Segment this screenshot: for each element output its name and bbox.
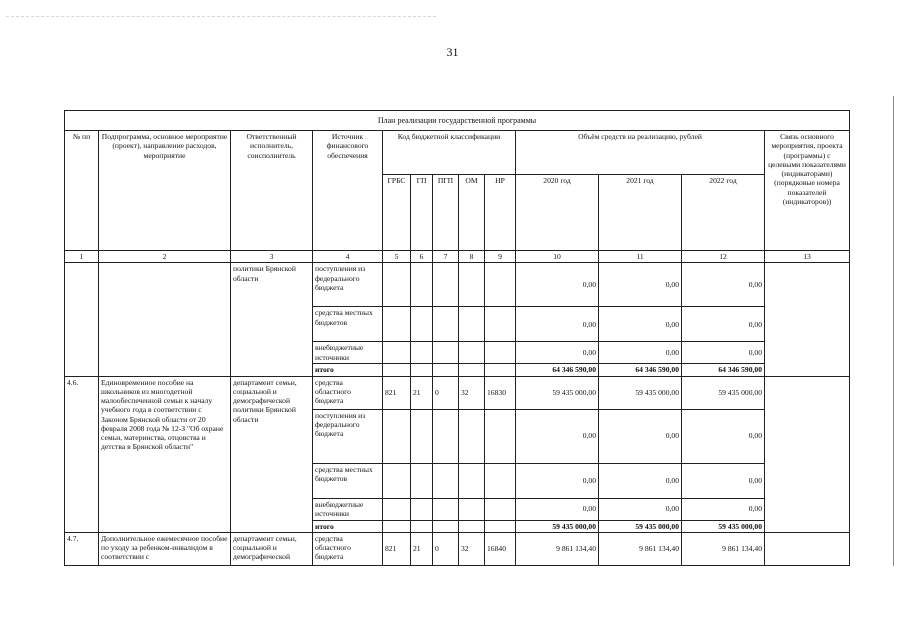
header-num: № пп [65, 131, 99, 251]
cont-num-cell [65, 263, 99, 376]
amount-2020: 0,00 [516, 498, 599, 520]
source-cell-total: итого [313, 520, 383, 532]
code-grbs: 821 [383, 376, 411, 409]
header-2022: 2022 год [682, 175, 765, 251]
table-title: План реализации государственной программы [65, 111, 850, 131]
link-cell [765, 376, 850, 532]
item-num: 4.7. [65, 532, 99, 565]
header-np: НР [485, 175, 516, 251]
total-2022: 64 346 590,00 [682, 364, 765, 376]
code-grbs: 821 [383, 532, 411, 565]
header-executor: Ответственный исполнитель, соисполнитель [231, 131, 313, 251]
source-cell: средства областного бюджета [313, 376, 383, 409]
amount-2020: 0,00 [516, 463, 599, 498]
header-activity: Подпрограмма, основное мероприятие (проект), направление расходов, мероприятие [99, 131, 231, 251]
item-executor: департамент семьи, социальной и демографической [231, 532, 313, 565]
link-cell [765, 532, 850, 565]
amount-2022: 9 861 134,40 [682, 532, 765, 565]
code-om: 32 [459, 376, 485, 409]
header-source: Источник финансового обеспечения [313, 131, 383, 251]
code-om: 32 [459, 532, 485, 565]
col-number: 9 [485, 251, 516, 263]
header-2020: 2020 год [516, 175, 599, 251]
col-number: 6 [411, 251, 433, 263]
col-number: 1 [65, 251, 99, 263]
total-2020: 64 346 590,00 [516, 364, 599, 376]
table-row [65, 263, 850, 307]
code-np: 16830 [485, 376, 516, 409]
item-executor: департамент семьи, социальной и демографической политики Брянской области [231, 376, 313, 532]
source-cell: внебюджетные источники [313, 342, 383, 364]
amount-2020: 59 435 000,00 [516, 376, 599, 409]
source-cell: средства местных бюджетов [313, 307, 383, 342]
program-plan-table [64, 110, 850, 566]
amount-2020: 9 861 134,40 [516, 532, 599, 565]
amount-2022: 59 435 000,00 [682, 376, 765, 409]
header-budget-code: Код бюджетной классификации [383, 131, 516, 175]
amount-2021: 0,00 [599, 463, 682, 498]
header-volume: Объём средств на реализацию, рублей [516, 131, 765, 175]
column-number-row [65, 251, 850, 263]
header-om: ОМ [459, 175, 485, 251]
col-number: 4 [313, 251, 383, 263]
col-number: 7 [433, 251, 459, 263]
source-cell: средства местных бюджетов [313, 463, 383, 498]
scan-artifact-line [6, 16, 436, 18]
amount-2022: 0,00 [682, 498, 765, 520]
col-number: 3 [231, 251, 313, 263]
item-num: 4.6. [65, 376, 99, 532]
col-number: 8 [459, 251, 485, 263]
program-plan-table-container [64, 110, 849, 566]
cont-executor: политики Брянской области [231, 263, 313, 376]
header-grbs: ГРБС [383, 175, 411, 251]
total-2021: 64 346 590,00 [599, 364, 682, 376]
amount-2020: 0,00 [516, 342, 599, 364]
total-2022: 59 435 000,00 [682, 520, 765, 532]
source-cell: поступления из федерального бюджета [313, 409, 383, 463]
col-number: 10 [516, 251, 599, 263]
amount-2022: 0,00 [682, 463, 765, 498]
code-gp: 21 [411, 532, 433, 565]
amount-2021: 59 435 000,00 [599, 376, 682, 409]
total-2021: 59 435 000,00 [599, 520, 682, 532]
amount-2022: 0,00 [682, 263, 765, 307]
amount-2022: 0,00 [682, 307, 765, 342]
cont-desc-cell [99, 263, 231, 376]
amount-2020: 0,00 [516, 307, 599, 342]
table-row [65, 376, 850, 409]
page-number: 31 [446, 45, 459, 59]
amount-2022: 0,00 [682, 342, 765, 364]
amount-2020: 0,00 [516, 409, 599, 463]
source-cell: внебюджетные источники [313, 498, 383, 520]
header-gp: ГП [411, 175, 433, 251]
code-gp: 21 [411, 376, 433, 409]
col-number: 11 [599, 251, 682, 263]
scan-edge-mark [893, 96, 894, 566]
amount-2021: 0,00 [599, 263, 682, 307]
col-number: 12 [682, 251, 765, 263]
table-row [65, 532, 850, 565]
amount-2021: 0,00 [599, 409, 682, 463]
source-cell-total: итого [313, 364, 383, 376]
code-pgp: 0 [433, 532, 459, 565]
total-2020: 59 435 000,00 [516, 520, 599, 532]
code-pgp: 0 [433, 376, 459, 409]
link-cell [765, 263, 850, 376]
amount-2020: 0,00 [516, 263, 599, 307]
header-2021: 2021 год [599, 175, 682, 251]
source-cell: поступления из федерального бюджета [313, 263, 383, 307]
amount-2021: 0,00 [599, 342, 682, 364]
header-row-1 [65, 131, 850, 175]
source-cell: средства областного бюджета [313, 532, 383, 565]
amount-2021: 0,00 [599, 307, 682, 342]
header-link: Связь основного мероприятия, проекта (программы) с целевыми показателями (индикаторами) (порядковые номера показателей (индикаторов)) [765, 131, 850, 251]
header-pgp: ПГП [433, 175, 459, 251]
col-number: 5 [383, 251, 411, 263]
col-number: 13 [765, 251, 850, 263]
item-desc: Единовременное пособие на школьников из многодетной малообеспеченной семьи к началу учебного года в соответствии с Законом Брянской области от 20 февраля 2008 года № 12-З "Об охране семьи, материнства, отцовства и детства в Брянской области" [99, 376, 231, 532]
code-np: 16840 [485, 532, 516, 565]
item-desc: Дополнительное ежемесячное пособие по уходу за ребенком-инвалидом в соответствии с [99, 532, 231, 565]
col-number: 2 [99, 251, 231, 263]
amount-2021: 9 861 134,40 [599, 532, 682, 565]
amount-2021: 0,00 [599, 498, 682, 520]
table-title-row [65, 111, 850, 131]
amount-2022: 0,00 [682, 409, 765, 463]
